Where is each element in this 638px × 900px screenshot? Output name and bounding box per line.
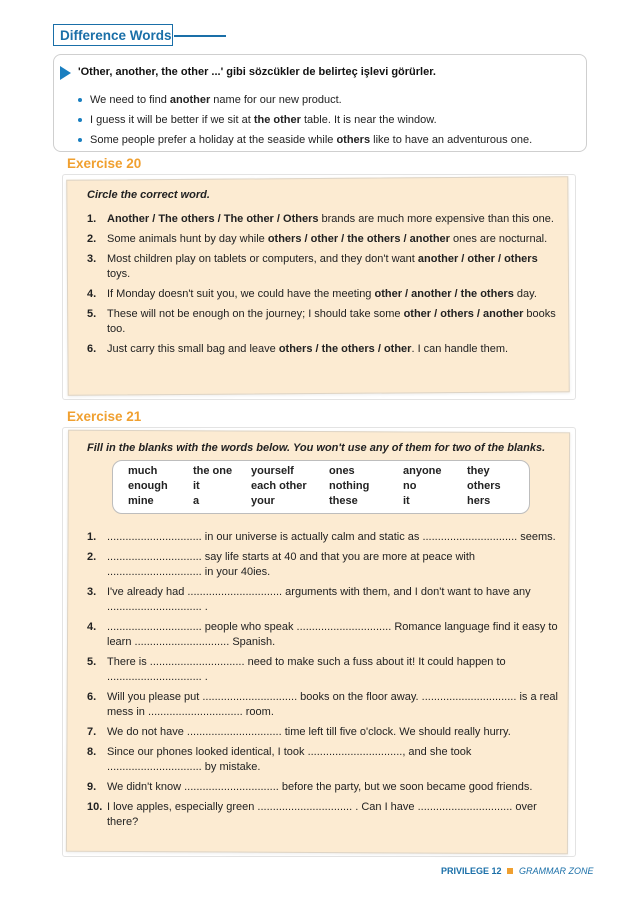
footer-square-icon [507,868,513,874]
exercise-20-item [87,232,559,247]
word-bank-word: they [467,465,490,477]
word-bank-word: mine [128,495,154,507]
exercise-20-list [87,212,559,362]
exercise-20-item [87,212,559,227]
exercise-21-item [87,530,559,545]
exercise-21-item [87,780,559,795]
word-bank-word: the one [193,465,233,477]
text-segment: table. It is near the window. [300,114,437,126]
item-text: Since our phones looked identical, I took ..............................., and she took ............................... by mistake. [107,746,472,773]
item-number: 8. [87,746,97,758]
text-segment: books too. [107,308,556,335]
word-bank-word: much [128,465,158,477]
text-segment: like to have an adventurous one. [370,134,533,146]
item-number: 5. [87,656,97,668]
bold-text: another / other / others [417,253,538,265]
item-number: 6. [87,691,97,703]
item-number: 4. [87,621,97,633]
exercise-21-item [87,655,559,685]
text-segment: ones are nocturnal. [449,233,548,245]
item-text: There is ............................... need to make such a fuss about it! It could happen to ............................... . [107,656,506,683]
item-number: 3. [87,586,97,598]
bold-text: the other [253,114,301,126]
text-segment: Most children play on tablets or computers, and they don't want [107,253,418,265]
item-text: ............................... in our universe is actually calm and static as ............................... seems. [107,531,556,543]
bold-text: another [169,94,211,106]
info-bullet-list [78,90,578,150]
text-segment: Some people prefer a holiday at the seaside while [90,134,337,146]
exercise-21-item [87,745,559,775]
bullet-dot-icon [78,118,82,122]
exercise-20-instruction: Circle the correct word. [87,189,210,201]
exercise-21-item [87,725,559,740]
title-underline [174,35,226,37]
exercise-21-item [87,800,559,830]
item-number: 10. [87,801,103,813]
exercise-20-item [87,287,559,302]
exercise-21-title: Exercise 21 [67,409,142,424]
bold-text: others [336,134,371,146]
bullet-dot-icon [78,98,82,102]
info-bullet [78,110,578,130]
word-bank-word: each other [251,480,307,492]
bold-text: other / others / another [403,308,524,320]
exercise-21-instruction: Fill in the blanks with the words below. You won't use any of them for two of the blanks. [87,442,546,454]
footer-publication: PRIVILEGE 12 [441,866,502,876]
word-bank-word: anyone [403,465,442,477]
item-number: 3. [87,253,97,265]
text-segment: Just carry this small bag and leave [107,343,279,355]
arrow-right-icon [60,66,71,80]
text-segment: . I can handle them. [411,343,509,355]
exercise-20-item [87,307,559,337]
item-text: We do not have ............................... time left till five o'clock. We should really hurry. [107,726,511,738]
item-number: 2. [87,233,97,245]
exercise-21-item [87,620,559,650]
word-bank-word: hers [467,495,491,507]
exercise-20-title: Exercise 20 [67,156,142,171]
text-segment: These will not be enough on the journey; I should take some [107,308,404,320]
bold-text: others / other / the others / another [267,233,450,245]
exercise-21-item [87,585,559,615]
bold-text: other / another / the others [374,288,514,300]
item-number: 1. [87,531,97,543]
word-bank-word: no [403,480,417,492]
word-bank-word: nothing [329,480,370,492]
text-segment: We need to find [90,94,170,106]
bold-text: others / the others / other [278,343,412,355]
info-bullet [78,90,578,110]
word-bank-word: your [251,495,275,507]
text-segment: I guess it will be better if we sit at [90,114,254,126]
section-title: Difference Words [53,24,173,46]
bullet-dot-icon [78,138,82,142]
word-bank-word: these [329,495,358,507]
footer-section: GRAMMAR ZONE [519,866,594,876]
item-number: 5. [87,308,97,320]
text-segment: toys. [107,268,131,280]
text-segment: name for our new product. [210,94,342,106]
word-bank-word: yourself [251,465,294,477]
word-bank-word: others [467,480,501,492]
exercise-21-item [87,550,559,580]
item-text: ............................... people who speak ............................... Romance language find it easy to learn ............................... Spanish. [107,621,558,648]
word-bank-word: ones [329,465,355,477]
text-segment: day. [513,288,537,300]
item-number: 7. [87,726,97,738]
bold-text: Another / The others / The other / Others [107,213,319,225]
item-text: ............................... say life starts at 40 and that you are more at peace with ............................... in your 40ies. [107,551,476,578]
item-number: 2. [87,551,97,563]
word-bank-word: a [193,495,200,507]
item-number: 1. [87,213,97,225]
exercise-20-item [87,252,559,282]
exercise-21-item [87,690,559,720]
item-text: We didn't know ............................... before the party, but we soon became good friends. [107,781,533,793]
item-text: I love apples, especially green ............................... . Can I have ............................... over there? [107,801,537,828]
word-bank-word: it [193,480,200,492]
text-segment: brands are much more expensive than this one. [318,213,554,225]
word-bank-word: enough [128,480,168,492]
word-bank [112,460,530,514]
word-bank-word: it [403,495,410,507]
text-segment: If Monday doesn't suit you, we could have the meeting [107,288,375,300]
info-bullet [78,130,578,150]
exercise-21-list [87,530,559,835]
info-heading: 'Other, another, the other ...' gibi sözcükler de belirteç işlevi görürler. [78,66,436,78]
item-number: 6. [87,343,97,355]
exercise-20-item [87,342,559,357]
item-number: 9. [87,781,97,793]
item-text: Will you please put ............................... books on the floor away. ............................... is a real mess in ............................... room. [107,691,558,718]
text-segment: Some animals hunt by day while [107,233,268,245]
item-text: I've already had ............................... arguments with them, and I don't want to have any ............................... . [107,586,531,613]
item-number: 4. [87,288,97,300]
